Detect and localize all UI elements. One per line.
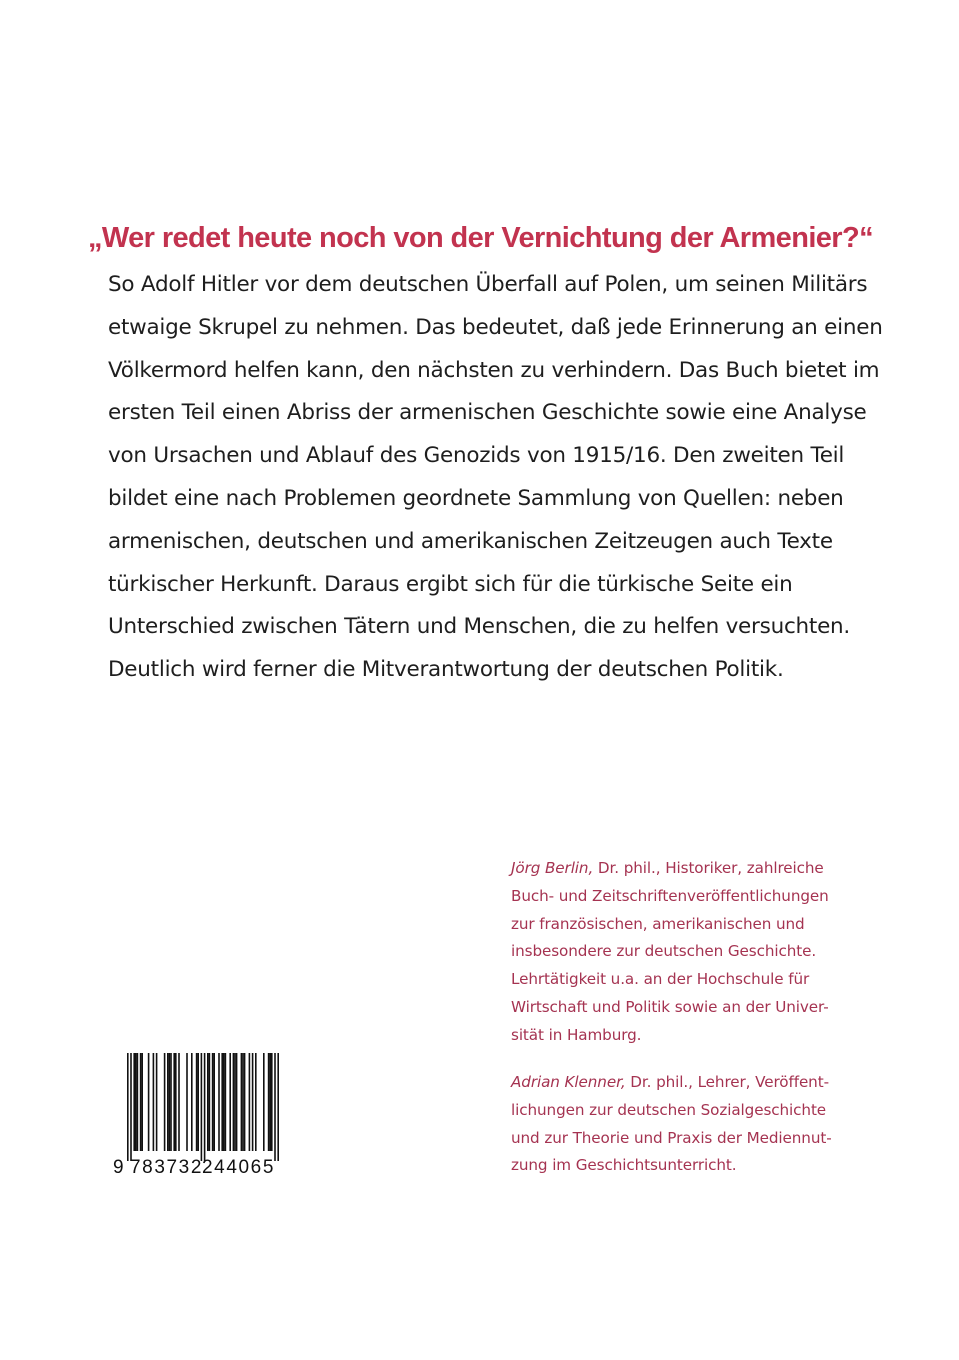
barcode-bar	[209, 1053, 211, 1151]
bio-line	[511, 1069, 911, 1097]
barcode-bar	[268, 1053, 270, 1151]
blurb-line: So Adolf Hitler vor dem deutschen Überfall auf Polen, um seinen Militärs	[108, 272, 868, 297]
blurb-line: von Ursachen und Ablauf des Genozids von 1915/16. Den zweiten Teil	[108, 443, 845, 469]
barcode-bar	[167, 1053, 169, 1151]
bio-line: lichungen zur deutschen Sozialgeschichte	[511, 1100, 827, 1119]
bio-line: zur französischen, amerikanischen und	[511, 914, 805, 933]
barcode-guard-bar	[274, 1053, 276, 1161]
barcode-bar	[156, 1053, 158, 1151]
barcode-bar	[133, 1053, 135, 1151]
barcode-right-digits: 244065	[202, 1157, 276, 1178]
author-bio-klenner	[511, 1069, 911, 1180]
barcode-bar	[178, 1053, 180, 1151]
barcode-bar	[173, 1053, 175, 1151]
bio-line: insbesondere zur deutschen Geschichte.	[511, 942, 817, 961]
blurb-paragraph	[108, 264, 928, 692]
barcode-guard-bar	[277, 1053, 279, 1161]
barcode-bar	[170, 1053, 172, 1151]
barcode-guard-bar	[127, 1053, 129, 1161]
blurb-line: bildet eine nach Problemen geordnete Sammlung von Quellen: neben	[108, 485, 844, 511]
bio-line: und zur Theorie und Praxis der Mediennut-	[511, 1128, 832, 1147]
bio-line: Wirtschaft und Politik sowie an der Univer-	[511, 997, 829, 1016]
bio-line	[511, 855, 911, 883]
barcode-bar	[137, 1053, 139, 1151]
barcode-bar	[164, 1053, 166, 1151]
barcode-bar	[255, 1053, 257, 1151]
barcode-bar	[212, 1053, 214, 1151]
barcode-bar	[218, 1053, 220, 1151]
barcode-bar	[249, 1053, 251, 1151]
barcode-bar	[141, 1053, 143, 1151]
bio-line: Buch- und Zeitschriftenveröffentlichungen	[511, 886, 829, 905]
blurb-line: Deutlich wird ferner die Mitverantwortung der deutschen Politik.	[108, 657, 784, 683]
barcode-guard-bar	[130, 1053, 132, 1161]
barcode-bar	[241, 1053, 243, 1151]
barcode-bar	[223, 1053, 225, 1151]
blurb-line: Völkermord helfen kann, den nächsten zu verhindern. Das Buch bietet im	[108, 357, 880, 383]
barcode-bar	[269, 1053, 271, 1151]
author-bio-berlin	[511, 855, 911, 1050]
blurb-line: türkischer Herkunft. Daraus ergibt sich für die türkische Seite ein	[108, 571, 793, 597]
barcode-first-digit: 9	[113, 1157, 124, 1178]
author-name: Adrian Klenner,	[511, 1073, 626, 1091]
bio-line: sität in Hamburg.	[511, 1025, 642, 1044]
bio-line: Lehrtätigkeit u.a. an der Hochschule für	[511, 970, 810, 989]
barcode-bar	[191, 1053, 193, 1151]
barcode-bar	[233, 1053, 235, 1151]
barcode-bar	[234, 1053, 236, 1151]
barcode-bar	[140, 1053, 142, 1151]
blurb-line: ersten Teil einen Abriss der armenischen Geschichte sowie eine Analyse	[108, 400, 867, 426]
barcode-bars	[113, 1053, 281, 1161]
isbn-barcode	[113, 1053, 281, 1181]
barcode-left-digits: 783732	[130, 1157, 204, 1178]
barcode-bar	[186, 1053, 188, 1151]
blurb-line: etwaige Skrupel zu nehmen. Das bedeutet, daß jede Erinnerung an einen	[108, 314, 883, 340]
barcode-guard-bar	[204, 1053, 206, 1161]
barcode-bar	[225, 1053, 227, 1151]
blurb-line: Unterschied zwischen Tätern und Menschen, die zu helfen versuchten.	[108, 614, 851, 640]
barcode-bar	[221, 1053, 223, 1151]
barcode-bar	[229, 1053, 231, 1151]
barcode-bar	[175, 1053, 177, 1151]
barcode-guard-bar	[201, 1053, 203, 1161]
barcode-bar	[135, 1053, 137, 1151]
barcode-bar	[252, 1053, 254, 1151]
bio-text: Dr. phil., Lehrer, Veröffent-	[625, 1073, 829, 1091]
bio-text: Dr. phil., Historiker, zahlreiche	[593, 859, 824, 877]
headline-quote: „Wer redet heute noch von der Vernichtung der Armenier?“	[88, 222, 873, 254]
barcode-bar	[271, 1053, 273, 1151]
barcode-bar	[196, 1053, 198, 1151]
barcode-bar	[236, 1053, 238, 1151]
barcode-bar	[197, 1053, 199, 1151]
barcode-bar	[263, 1053, 265, 1151]
barcode-bar	[169, 1053, 171, 1151]
barcode-bar	[242, 1053, 244, 1151]
blurb-line: armenischen, deutschen und amerikanischen Zeitzeugen auch Texte	[108, 528, 833, 554]
bio-line: zung im Geschichtsunterricht.	[511, 1156, 737, 1175]
barcode-bar	[213, 1053, 215, 1151]
barcode-bar	[207, 1053, 209, 1151]
barcode-bar	[148, 1053, 150, 1151]
barcode-digits	[113, 1157, 281, 1179]
barcode-bar	[244, 1053, 246, 1151]
author-name: Jörg Berlin,	[511, 859, 594, 877]
barcode-bar	[153, 1053, 155, 1151]
